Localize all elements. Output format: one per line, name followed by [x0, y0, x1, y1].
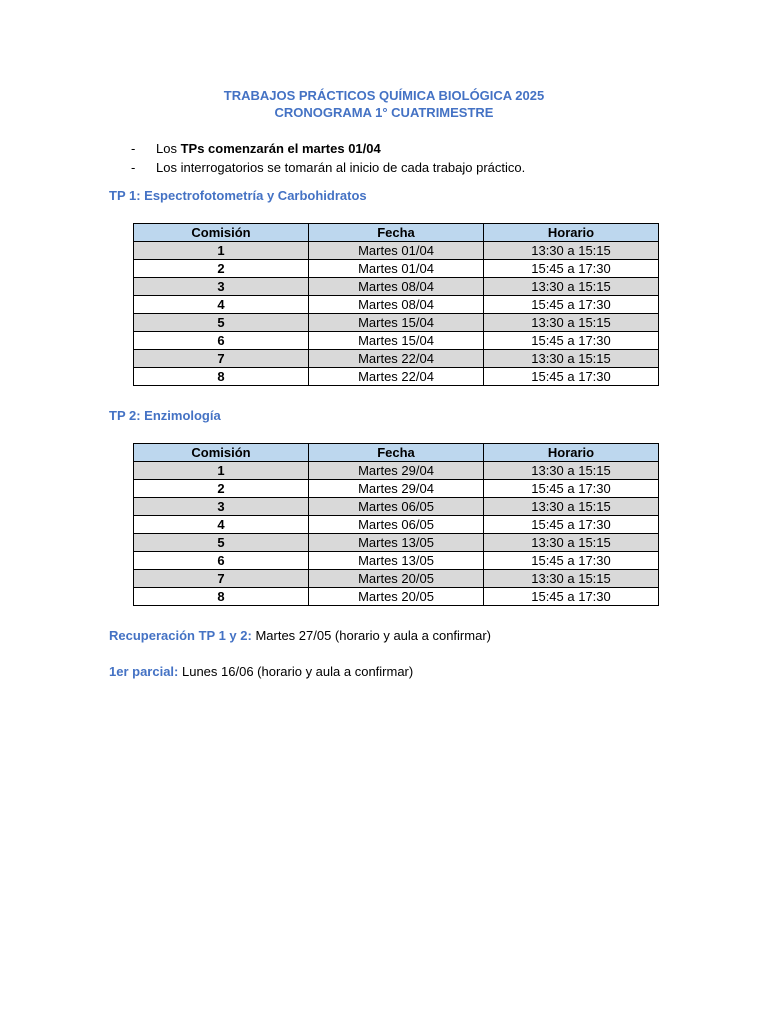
cell-horario: 13:30 a 15:15 — [484, 314, 659, 332]
cell-horario: 15:45 a 17:30 — [484, 296, 659, 314]
cell-comision: 8 — [134, 588, 309, 606]
tp2-heading: TP 2: Enzimología — [109, 408, 221, 423]
column-header-horario: Horario — [484, 224, 659, 242]
document-title: TRABAJOS PRÁCTICOS QUÍMICA BIOLÓGICA 2025 — [223, 88, 545, 103]
column-header-horario: Horario — [484, 444, 659, 462]
cell-horario: 15:45 a 17:30 — [484, 552, 659, 570]
cell-comision: 8 — [134, 368, 309, 386]
cell-horario: 15:45 a 17:30 — [484, 588, 659, 606]
table-row — [134, 368, 659, 386]
cell-comision: 3 — [134, 498, 309, 516]
cell-fecha: Martes 20/05 — [309, 570, 484, 588]
cell-horario: 13:30 a 15:15 — [484, 498, 659, 516]
cell-horario: 15:45 a 17:30 — [484, 332, 659, 350]
recuperacion-line — [109, 627, 491, 645]
recuperacion-value: Martes 27/05 (horario y aula a confirmar) — [251, 628, 491, 643]
cell-comision: 6 — [134, 332, 309, 350]
table-row — [134, 278, 659, 296]
cell-horario: 15:45 a 17:30 — [484, 480, 659, 498]
cell-comision: 5 — [134, 534, 309, 552]
table-header-row — [134, 224, 659, 242]
cell-comision: 7 — [134, 570, 309, 588]
notes-list — [131, 139, 525, 177]
note-interrogatorios: - Los interrogatorios se tomarán al inicio de cada trabajo práctico. — [131, 158, 525, 177]
note-start-date — [131, 139, 525, 158]
table-row — [134, 516, 659, 534]
column-header-comision: Comisión — [134, 224, 309, 242]
parcial-label: 1er parcial: — [109, 664, 179, 679]
cell-horario: 13:30 a 15:15 — [484, 278, 659, 296]
cell-fecha: Martes 15/04 — [309, 332, 484, 350]
cell-fecha: Martes 01/04 — [309, 242, 484, 260]
table-row — [134, 332, 659, 350]
cell-comision: 1 — [134, 462, 309, 480]
cell-horario: 13:30 a 15:15 — [484, 462, 659, 480]
table-row — [134, 534, 659, 552]
cell-fecha: Martes 01/04 — [309, 260, 484, 278]
tp1-heading: TP 1: Espectrofotometría y Carbohidratos — [109, 188, 367, 203]
cell-fecha: Martes 06/05 — [309, 498, 484, 516]
cell-comision: 1 — [134, 242, 309, 260]
cell-fecha: Martes 13/05 — [309, 534, 484, 552]
table-row — [134, 314, 659, 332]
cell-comision: 6 — [134, 552, 309, 570]
column-header-fecha: Fecha — [309, 444, 484, 462]
cell-comision: 2 — [134, 260, 309, 278]
document-subtitle: CRONOGRAMA 1° CUATRIMESTRE — [274, 105, 494, 120]
cell-fecha: Martes 08/04 — [309, 296, 484, 314]
tp2-schedule-table — [133, 443, 659, 606]
table-row — [134, 552, 659, 570]
column-header-fecha: Fecha — [309, 224, 484, 242]
note-start-bold: TPs comenzarán el martes 01/04 — [180, 141, 381, 156]
cell-fecha: Martes 29/04 — [309, 480, 484, 498]
note-start-prefix: Los — [156, 141, 181, 156]
table-row — [134, 260, 659, 278]
table-header-row — [134, 444, 659, 462]
cell-fecha: Martes 15/04 — [309, 314, 484, 332]
parcial-value: Lunes 16/06 (horario y aula a confirmar) — [178, 664, 414, 679]
table-row — [134, 462, 659, 480]
parcial-line — [109, 663, 413, 681]
cell-fecha: Martes 29/04 — [309, 462, 484, 480]
table-row — [134, 588, 659, 606]
cell-horario: 15:45 a 17:30 — [484, 368, 659, 386]
table-row — [134, 498, 659, 516]
cell-comision: 4 — [134, 296, 309, 314]
cell-fecha: Martes 08/04 — [309, 278, 484, 296]
cell-horario: 13:30 a 15:15 — [484, 350, 659, 368]
cell-comision: 7 — [134, 350, 309, 368]
cell-fecha: Martes 20/05 — [309, 588, 484, 606]
recuperacion-label: Recuperación TP 1 y 2: — [109, 628, 252, 643]
table-row — [134, 480, 659, 498]
cell-fecha: Martes 13/05 — [309, 552, 484, 570]
cell-horario: 13:30 a 15:15 — [484, 570, 659, 588]
cell-fecha: Martes 22/04 — [309, 368, 484, 386]
cell-horario: 15:45 a 17:30 — [484, 516, 659, 534]
table-row — [134, 350, 659, 368]
table-row — [134, 570, 659, 588]
cell-comision: 2 — [134, 480, 309, 498]
tp1-schedule-table — [133, 223, 659, 386]
cell-horario: 13:30 a 15:15 — [484, 534, 659, 552]
cell-comision: 5 — [134, 314, 309, 332]
cell-fecha: Martes 06/05 — [309, 516, 484, 534]
cell-fecha: Martes 22/04 — [309, 350, 484, 368]
cell-comision: 4 — [134, 516, 309, 534]
cell-comision: 3 — [134, 278, 309, 296]
table-row — [134, 296, 659, 314]
cell-horario: 15:45 a 17:30 — [484, 260, 659, 278]
table-row — [134, 242, 659, 260]
cell-horario: 13:30 a 15:15 — [484, 242, 659, 260]
column-header-comision: Comisión — [134, 444, 309, 462]
